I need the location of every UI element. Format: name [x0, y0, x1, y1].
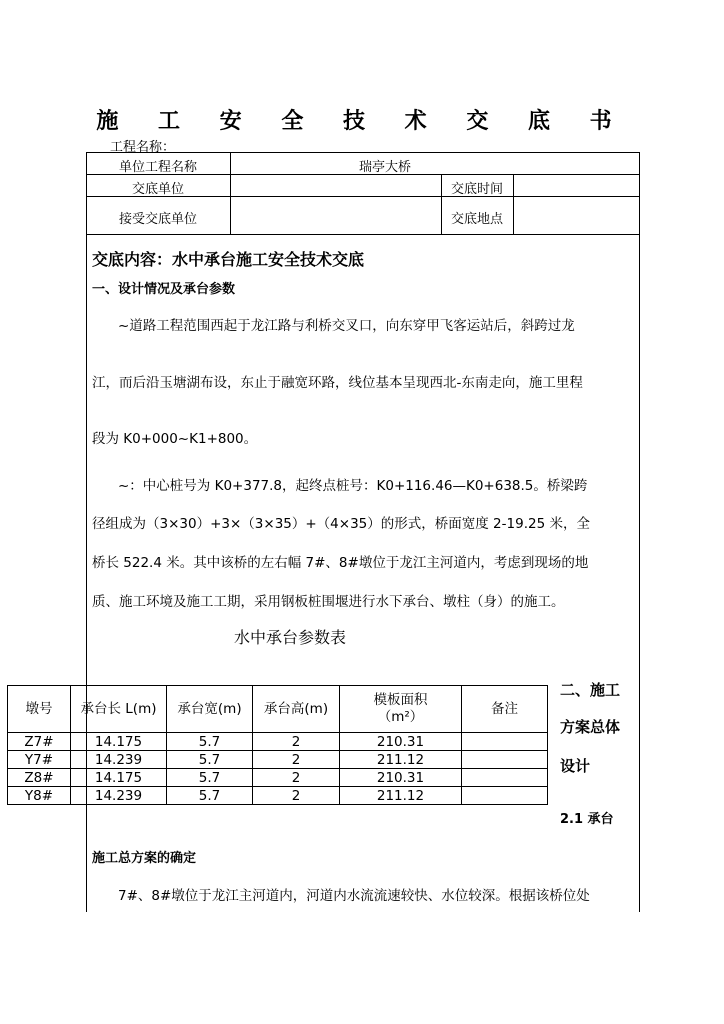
paragraph-1-line: ~道路工程范围西起于龙江路与利桥交叉口，向东穿甲飞客运站后，斜跨过龙: [118, 318, 575, 334]
cell-remarks: [462, 787, 548, 805]
cell-length: 14.175: [71, 733, 167, 751]
col-remarks: 备注: [462, 686, 548, 733]
content-heading: 交底内容：水中承台施工安全技术交底: [92, 250, 365, 269]
unit-project-value: 瑞亭大桥: [358, 160, 411, 175]
paragraph-1-line: 段为 K0+000~K1+800。: [92, 431, 258, 447]
cell-pier: Z8#: [8, 769, 71, 787]
params-header-row: [8, 686, 548, 733]
paragraph-2-line: ~：中心桩号为 K0+377.8，起终点桩号：K0+116.46—K0+638.5。桥梁跨: [118, 478, 588, 494]
cell-length: 14.175: [71, 769, 167, 787]
cell-area: 211.12: [340, 751, 462, 769]
section-2-1-heading-rest: 施工总方案的确定: [92, 851, 197, 866]
cell-area: 211.12: [340, 787, 462, 805]
cell-height: 2: [253, 769, 340, 787]
cell-width: 5.7: [167, 787, 253, 805]
section-2-heading-line: 设计: [560, 757, 591, 775]
cell-remarks: [462, 733, 548, 751]
col-formwork-area-label: 模板面积: [373, 692, 428, 708]
col-length: 承台长 L(m): [71, 686, 167, 733]
receiver-unit-label: 接受交底单位: [118, 212, 197, 227]
cell-pier: Y8#: [8, 787, 71, 805]
cell-height: 2: [253, 751, 340, 769]
cell-height: 2: [253, 733, 340, 751]
handover-unit-label: 交底单位: [131, 182, 184, 197]
cell-width: 5.7: [167, 751, 253, 769]
section-2-heading-line: 方案总体: [560, 718, 621, 736]
table-row: [8, 733, 548, 751]
cell-width: 5.7: [167, 733, 253, 751]
section-1-heading: 一、设计情况及承台参数: [92, 282, 236, 297]
params-table: [7, 685, 548, 805]
col-formwork-area: [340, 686, 462, 733]
cell-area: 210.31: [340, 769, 462, 787]
project-name-label: 工程名称：: [110, 140, 176, 155]
paragraph-2-line: 桥长 522.4 米。其中该桥的左右幅 7#、8#墩位于龙江主河道内，考虑到现场的地: [92, 555, 589, 571]
cell-length: 14.239: [71, 787, 167, 805]
cell-height: 2: [253, 787, 340, 805]
cell-area: 210.31: [340, 733, 462, 751]
cell-pier: Y7#: [8, 751, 71, 769]
table-row: [8, 769, 548, 787]
paragraph-2-line: 径组成为（3×30）+3×（3×35）+（4×35）的形式，桥面宽度 2-19.25 米，全: [92, 516, 590, 532]
document-title: 施 工 安 全 技 术 交 底 书: [96, 108, 628, 134]
handover-place-label: 交底地点: [450, 212, 503, 227]
cell-remarks: [462, 769, 548, 787]
paragraph-3-line: 7#、8#墩位于龙江主河道内，河道内水流流速较快、水位较深。根据该桥位处: [118, 888, 590, 904]
col-height: 承台高(m): [253, 686, 340, 733]
table-row: [8, 751, 548, 769]
col-formwork-area-unit: （m²）: [377, 709, 424, 725]
handover-time-label: 交底时间: [450, 182, 503, 197]
cell-width: 5.7: [167, 769, 253, 787]
col-pier: 墩号: [8, 686, 71, 733]
table-row: [8, 787, 548, 805]
table-caption: 水中承台参数表: [234, 628, 347, 647]
section-2-heading-line: 二、施工: [560, 681, 621, 699]
col-width: 承台宽(m): [167, 686, 253, 733]
cell-length: 14.239: [71, 751, 167, 769]
cell-remarks: [462, 751, 548, 769]
unit-project-label: 单位工程名称: [118, 160, 197, 175]
paragraph-2-line: 质、施工环境及施工工期，采用钢板桩围堰进行水下承台、墩柱（身）的施工。: [92, 594, 565, 610]
section-2-1-heading-start: 2.1 承台: [560, 812, 614, 827]
cell-pier: Z7#: [8, 733, 71, 751]
paragraph-1-line: 江，而后沿玉塘湖布设，东止于融宽环路，线位基本呈现西北-东南走向，施工里程: [92, 375, 583, 391]
